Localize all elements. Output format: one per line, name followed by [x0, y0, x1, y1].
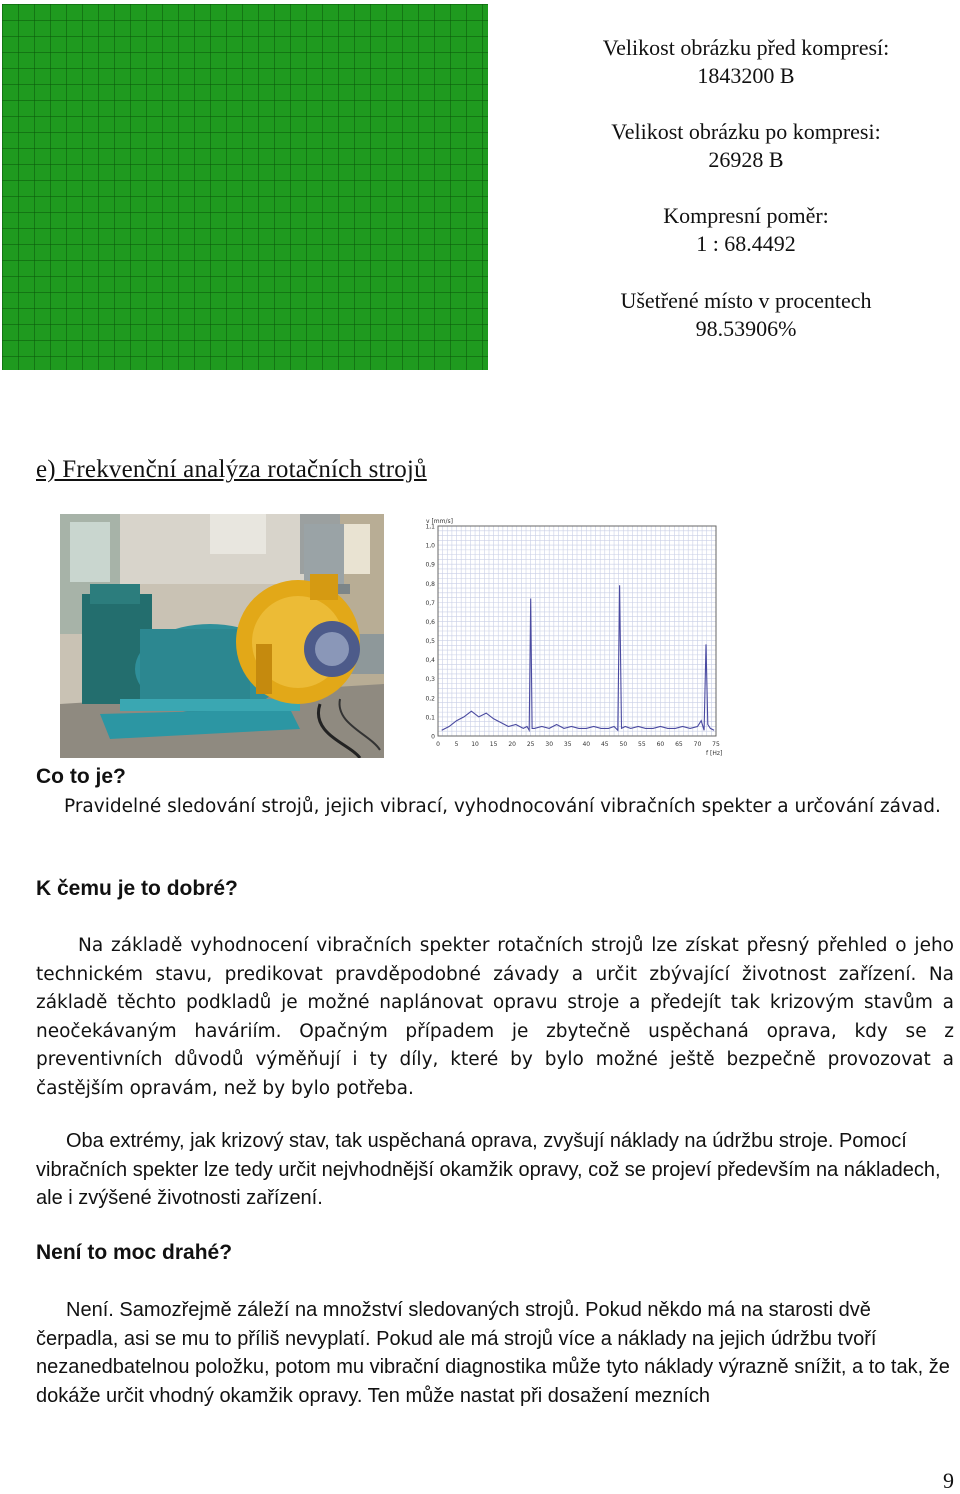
y-tick-label: 0,1: [425, 714, 435, 722]
answer-is-it-expensive: Není. Samozřejmě záleží na množství sledovaných strojů. Pokud někdo má na starosti dvě čerpadla, asi se mu to příliš nevyplatí. Pokud ale má strojů více a náklady na jejich údržbu tvoří nezanedbatelnou položku, potom mu vibrační diagnostika může tyto náklady výrazně snížit, a to tak, že dokáže určit vhodný okamžik opravy. Ten může nastat při dosažení mezních: [36, 1299, 950, 1407]
y-tick-label: 0,6: [425, 618, 435, 626]
saved-label: Ušetřené místo v procentech: [620, 288, 872, 313]
question-what-is-it-good-for: K čemu je to dobré?: [36, 877, 238, 900]
spectrum-svg: [420, 514, 726, 764]
x-tick-label: 35: [563, 741, 572, 748]
size-after-label: Velikost obrázku po kompresi:: [611, 119, 881, 144]
x-tick-label: 5: [454, 741, 459, 748]
y-tick-label: 0,3: [425, 676, 435, 684]
size-after-value: 26928 B: [708, 147, 784, 172]
x-tick-label: 75: [712, 741, 720, 748]
x-tick-label: 45: [600, 741, 609, 748]
x-tick-label: 25: [526, 741, 535, 748]
y-tick-label: 0,5: [425, 638, 435, 646]
y-tick-label: 0,8: [425, 580, 435, 588]
answer-good-for-paragraph-2: Oba extrémy, jak krizový stav, tak uspěchaná oprava, zvyšují náklady na údržbu stroje. Pomocí vibračních spekter lze tedy určit nejvhodnější okamžik opravy, což se projeví především na nákladech, ale i zvýšené životnosti zařízení.: [36, 1130, 941, 1209]
question-what-is-it: Co to je?: [36, 765, 126, 788]
vibration-spectrum-chart: [420, 514, 726, 764]
x-tick-label: 30: [545, 741, 554, 748]
y-tick-label: 0,2: [425, 695, 435, 703]
x-tick-label: 70: [693, 741, 702, 748]
answer-good-for-paragraph-1: Na základě vyhodnocení vibračních spekter rotačních strojů lze získat přesný přehled o jeho technickém stavu, predikovat pravděpodobné závady a určit zbývající životnost zařízení. Na základě těchto podkladů je možné naplánovat opravu stroje a předejít tak krizovým stavům a neočekávaným haváriím. Opačným případem je zbytečně uspěchaná oprava, kdy se z preventivních důvodů výměňují i ty díly, které by bylo možné ještě bezpečně provozovat a častějším opravám, než by bylo potřeba.: [36, 935, 954, 1099]
question-is-it-expensive: Není to moc drahé?: [36, 1241, 233, 1264]
ratio-value: 1 : 68.4492: [696, 231, 796, 256]
y-tick-label: 0,4: [425, 657, 435, 665]
x-tick-label: 0: [436, 741, 440, 748]
compressed-image: [2, 4, 488, 370]
x-tick-label: 55: [638, 741, 646, 748]
x-axis-label: f [Hz]: [706, 750, 723, 757]
y-axis-label: v [mm/s]: [426, 518, 453, 525]
size-before-value: 1843200 B: [697, 63, 795, 88]
page-number: 9: [943, 1468, 954, 1493]
y-tick-label: 0: [431, 733, 435, 741]
y-tick-label: 1,1: [425, 523, 435, 531]
x-tick-label: 20: [508, 741, 516, 748]
ratio-label: Kompresní poměr:: [663, 203, 829, 228]
saved-value: 98.53906%: [695, 316, 797, 341]
pump-photo: [60, 514, 384, 758]
y-tick-label: 1,0: [425, 542, 435, 550]
y-tick-label: 0,9: [425, 561, 435, 569]
x-tick-label: 10: [471, 741, 479, 748]
x-tick-label: 60: [656, 741, 665, 748]
x-tick-label: 50: [619, 741, 628, 748]
answer-what-is-it: Pravidelné sledování strojů, jejich vibrací, vyhodnocování vibračních spekter a určování závad.: [64, 796, 941, 817]
x-tick-label: 15: [489, 741, 498, 748]
y-tick-label: 0,7: [425, 599, 435, 607]
x-tick-label: 65: [675, 741, 683, 748]
section-title: e) Frekvenční analýza rotačních strojů: [36, 456, 427, 483]
x-tick-label: 40: [582, 741, 591, 748]
size-before-label: Velikost obrázku před kompresí:: [602, 35, 890, 60]
